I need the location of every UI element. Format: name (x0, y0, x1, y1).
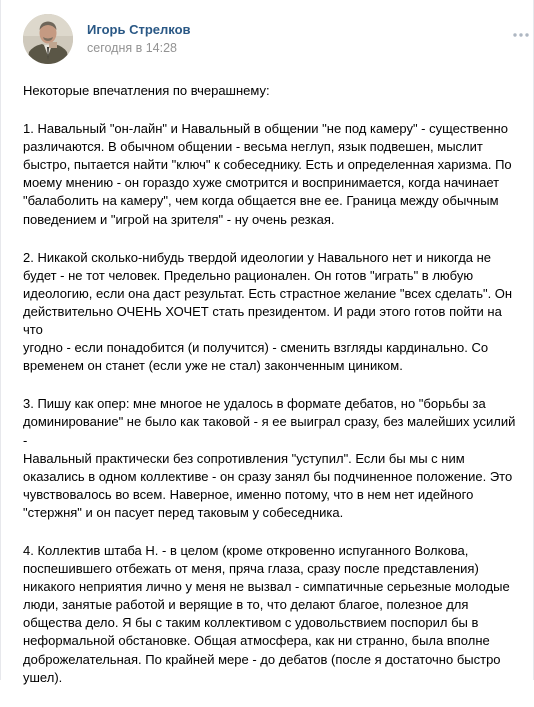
author-photo-image (23, 14, 73, 64)
avatar[interactable] (23, 14, 73, 64)
more-options-button[interactable] (511, 28, 531, 40)
more-horizontal-icon (511, 29, 531, 41)
author-name-link[interactable]: Игорь Стрелков (87, 22, 191, 37)
post-paragraph-intro: Некоторые впечатления по вчерашнему: (23, 83, 270, 98)
post-header (23, 14, 523, 64)
post-paragraph-3: 3. Пишу как опер: мне многое не удалось в формате дебатов, но "борьбы за доминирование" не было как таковой - я ее выиграл сразу, без малейших усилий - Навальный практически без сопротивления "уступил". Если бы мы с ним оказались в одном коллективе - он сразу занял бы подчиненное положение. Это чувствовалось во всем. Наверное, именно потому, что в нем нет идейного "стержня" и он пасует перед таковым у собеседника. (23, 396, 516, 520)
post-date-link[interactable]: сегодня в 14:28 (87, 41, 177, 55)
post-paragraph-2: 2. Никакой сколько-нибудь твердой идеологии у Навального нет и никогда не будет - не тот человек. Предельно рационален. Он готов "играть" в любую идеологию, если она даст результат. Есть страстное желание "всех сделать". Он действительно ОЧЕНЬ ХОЧЕТ стать президентом. И ради этого готов пойти на что угодно - если понадобится (и получится) - сменить взгляды кардинально. Со временем он станет (если уже не стал) законченным циником. (23, 249, 513, 374)
post-paragraph-1: 1. Навальный "он-лайн" и Навальный в общении "не под камеру" - существенно различаются. В обычном общении - весьма неглуп, язык подвешен, мыслит быстро, пытается найти "ключ" к собеседнику. Есть и определенная харизма. По моему мнению - он гораздо хуже смотрится и воспринимается, когда начинает "балаболить на камеру", чем когда общается вне ее. Граница между обычным поведением и "игрой на зрителя" - ну очень резкая. (23, 121, 512, 227)
post-body (23, 82, 523, 707)
post-paragraph-4: 4. Коллектив штаба Н. - в целом (кроме откровенно испуганного Волкова, поспешившего отбежать от меня, пряча глаза, сразу после представления) никакого неприятия лично у меня не вызвал - симпатичные серьезные молодые люди, занятые работой и верящие в то, что делают благое, полезное для общества дело. Я бы с таким коллективом с удовольствием поспорил бы в неформальной обстановке. Общая атмосфера, как ни странно, была вполне доброжелательная. По крайней мере - до дебатов (после я достаточно быстро ушел). (23, 542, 510, 685)
